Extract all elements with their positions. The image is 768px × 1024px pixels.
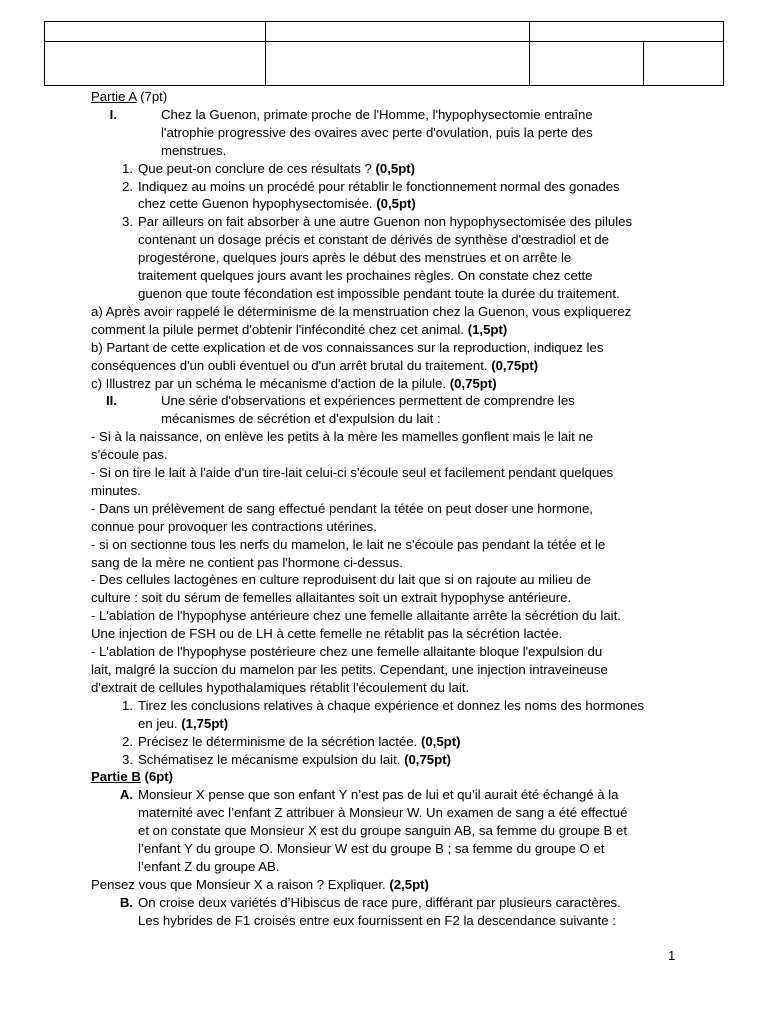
observation-line: culture : soit du sérum de femelles allaitantes soit un extrait hypophyse antérieure. <box>91 590 572 606</box>
observation-line: - Des cellules lactogènes en culture reproduisent du lait que si on rajoute au milieu de <box>91 572 591 588</box>
question-ii-2: 2. Précisez le déterminisme de la sécrétion lactée. (0,5pt) <box>91 733 681 751</box>
observation-line: lait, malgré la succion du mamelon par les petits. Cependant, une injection intraveineuse <box>91 662 608 677</box>
sub-question-c: c) Illustrez par un schéma le mécanisme d'action de la pilule. (0,75pt) <box>91 375 497 391</box>
observation-line: - Si à la naissance, on enlève les petits à la mère les mamelles gonflent mais le lait ne <box>91 429 594 445</box>
observation-line: sang de la mère ne contient pas l'hormone ci-dessus. <box>91 554 403 570</box>
section-number: II. <box>106 393 117 409</box>
section-b-b: B. On croise deux variétés d’Hibiscus de race pure, différant par plusieurs caractères. Les hybrides de F1 croisés entre eux fournissent en F2 la descendance suivante : <box>91 894 681 930</box>
observation-line: - si on sectionne tous les nerfs du mamelon, le lait ne s'écoule pas pendant la tétée et le <box>91 536 606 552</box>
observation-line: Une injection de FSH ou de LH à cette femelle ne rétablit pas la sécrétion lactée. <box>91 626 563 642</box>
observation-line: s'écoule pas. <box>91 447 168 463</box>
observation-line: - Dans un prélèvement de sang effectué pendant la tétée on peut doser une hormone, <box>91 500 593 516</box>
observation-line: minutes. <box>91 482 141 498</box>
paragraph-line: menstrues. <box>161 142 227 158</box>
question-number: 3. <box>122 214 133 230</box>
paragraph-line: l'atrophie progressive des ovaires avec perte d'ovulation, puis la perte des <box>161 124 593 140</box>
points: (0,75pt) <box>449 375 497 391</box>
sub-question-a: a) Après avoir rappelé le déterminisme de la menstruation chez la Guenon, vous expliquerez comment la pilule permet d'obtenir l'infécondité chez cet animal. (1,5pt) <box>91 303 632 337</box>
part-b-heading: Partie B (6pt) <box>91 769 174 785</box>
section-ii <box>91 392 681 428</box>
exam-content <box>91 88 681 930</box>
section-letter: B. <box>119 894 133 910</box>
header-cell <box>45 42 266 86</box>
question-3: 3. Par ailleurs on fait absorber à une autre Guenon non hypophysectomisée des pilules contenant un dosage précis et constant de dérivés de synthèse d'œstradiol et de progestérone, quelques jours après le début des menstrues et on arrête le traitement quelques jours avant les prochaines règles. On constate chez cette guenon que toute fécondation est impossible pendant toute la durée du traitement. <box>91 213 681 303</box>
question-2: 2. Indiquez au moins un procédé pour rétablir le fonctionnement normal des gonades chez cette Guenon hypophysectomisée. (0,5pt) <box>91 178 681 214</box>
paragraph-line: mécanismes de sécrétion et d'expulsion du lait : <box>161 411 441 427</box>
header-cell <box>45 22 266 42</box>
header-cell <box>266 42 530 86</box>
page-number: 1 <box>668 948 676 963</box>
points: (1,75pt) <box>181 715 229 731</box>
observation-line: connue pour provoquer les contractions utérines. <box>91 518 377 534</box>
header-cell <box>530 22 724 42</box>
section-letter: A. <box>119 787 133 803</box>
question-number: 2. <box>122 733 133 749</box>
observation-line: d'extrait de cellules hypothalamiques rétablit l'écoulement du lait. <box>91 679 470 695</box>
observation-line: - L'ablation de l'hypophyse antérieure chez une femelle allaitante arrête la sécrétion du lait. <box>91 608 621 624</box>
header-cell <box>266 22 530 42</box>
section-b-a: A. Monsieur X pense que son enfant Y n’est pas de lui et qu’il aurait été échangé à la maternité avec l’enfant Z attribuer à Monsieur W. Un examen de sang a été effectué et on constate que Monsieur X est du groupe sanguin AB, sa femme du groupe B et l’enfant Y du groupe O. Monsieur W est du groupe B ; sa femme du groupe O et l’enfant Z du groupe AB. <box>91 786 681 876</box>
question-ii-1: 1. Tirez les conclusions relatives à chaque expérience et donnez les noms des hormones en jeu. (1,75pt) <box>91 697 681 733</box>
section-i <box>91 106 681 160</box>
observation-line: - L'ablation de l'hypophyse postérieure chez une femelle allaitante bloque l'expulsion du <box>91 644 603 660</box>
question-b-a: Pensez vous que Monsieur X a raison ? Expliquer. (2,5pt) <box>91 876 429 892</box>
points: (0,5pt) <box>375 160 416 176</box>
question-number: 2. <box>122 178 133 194</box>
header-cell <box>644 42 724 86</box>
header-table <box>44 21 724 86</box>
part-a-heading: Partie A (7pt) <box>91 89 168 104</box>
question-1: 1. Que peut-on conclure de ces résultats ? (0,5pt) <box>91 160 681 178</box>
points: (1,5pt) <box>467 321 508 337</box>
question-ii-3: 3. Schématisez le mécanisme expulsion du lait. (0,75pt) <box>91 751 681 769</box>
question-number: 1. <box>122 160 133 176</box>
points: (0,75pt) <box>491 357 539 373</box>
question-number: 1. <box>122 697 133 713</box>
observations-list <box>91 428 681 697</box>
section-number: I. <box>109 106 117 122</box>
points: (0,75pt) <box>404 751 451 767</box>
points: (2,5pt) <box>389 876 429 892</box>
observation-line: - Si on tire le lait à l'aide d'un tire-lait celui-ci s'écoule seul et facilement pendant quelques <box>91 465 614 481</box>
points: (0,5pt) <box>376 196 416 212</box>
header-cell <box>530 42 644 86</box>
paragraph-line: Une série d'observations et expériences permettent de comprendre les <box>161 393 575 409</box>
points: (0,5pt) <box>420 733 461 749</box>
paragraph-line: Chez la Guenon, primate proche de l'Homme, l'hypophysectomie entraîne <box>161 106 593 122</box>
sub-question-b: b) Partant de cette explication et de vos connaissances sur la reproduction, indiquez les conséquences d'un oubli éventuel ou d'un arrêt brutal du traitement. (0,75pt) <box>91 339 604 373</box>
question-number: 3. <box>122 751 133 767</box>
